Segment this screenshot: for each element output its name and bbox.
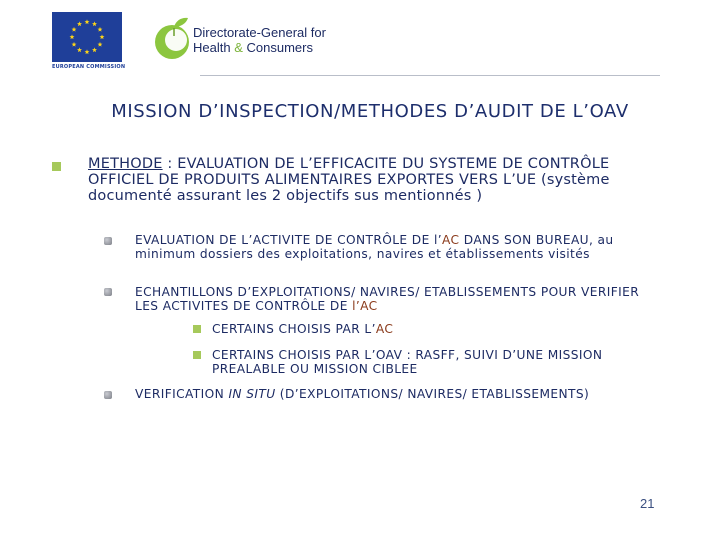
slide-title: MISSION D’INSPECTION/METHODES D’AUDIT DE L’OAV [111, 101, 629, 122]
gray-bullet-icon [104, 237, 112, 245]
eu-star-icon [70, 34, 75, 39]
apple-leaf-icon [152, 14, 196, 62]
bullet-verification: VERIFICATION IN SITU (D’EXPLOITATIONS/ NAVIRES/ ETABLISSEMENTS) [135, 387, 590, 401]
dg-name-line2: Health & Consumers [193, 40, 313, 55]
eu-logo [52, 12, 126, 70]
page-number: 21 [640, 496, 655, 511]
eu-star-icon [92, 47, 97, 52]
eu-star-icon [98, 42, 103, 47]
gray-bullet-icon [104, 288, 112, 296]
eu-caption: EUROPEAN COMMISSION [52, 64, 126, 70]
green-square-bullet-icon [193, 351, 201, 359]
green-square-bullet-icon [193, 325, 201, 333]
dg-name-line1: Directorate-General for [193, 25, 326, 40]
bullet-evaluation: EVALUATION DE L’ACTIVITE DE CONTRÔLE DE l’AC DANS SON BUREAU, au minimum dossiers des exploitations, navires et établissements visités [135, 233, 614, 261]
eu-star-icon [92, 21, 97, 26]
green-square-bullet-icon [52, 162, 61, 171]
methode-paragraph [88, 156, 668, 204]
eu-star-icon [100, 34, 105, 39]
eu-flag-icon [52, 12, 122, 62]
eu-star-icon [72, 42, 77, 47]
slide-header [0, 0, 720, 80]
methode-label: METHODE [88, 156, 163, 172]
eu-star-icon [85, 49, 90, 54]
gray-bullet-icon [104, 391, 112, 399]
eu-star-icon [98, 27, 103, 32]
sub-bullet-ac: CERTAINS CHOISIS PAR L’AC [212, 322, 394, 336]
methode-text: : EVALUATION DE L’EFFICACITE DU SYSTEME DE CONTRÔLE OFFICIEL DE PRODUITS ALIMENTAIRES EXPORTES VERS L’UE (système documenté assurant les 2 objectifs sus mentionnés ) [88, 156, 610, 204]
dg-logo-text [193, 25, 326, 55]
eu-star-icon [77, 21, 82, 26]
eu-star-icon [72, 27, 77, 32]
sub-bullet-oav: CERTAINS CHOISIS PAR L’OAV : RASFF, SUIVI D’UNE MISSION PREALABLE OU MISSION CIBLEE [212, 348, 603, 376]
eu-star-icon [85, 19, 90, 24]
eu-star-icon [77, 47, 82, 52]
bullet-echantillons: ECHANTILLONS D’EXPLOITATIONS/ NAVIRES/ ETABLISSEMENTS POUR VERIFIER LES ACTIVITES DE CONTRÔLE DE l’AC [135, 285, 640, 313]
header-divider [200, 75, 660, 76]
